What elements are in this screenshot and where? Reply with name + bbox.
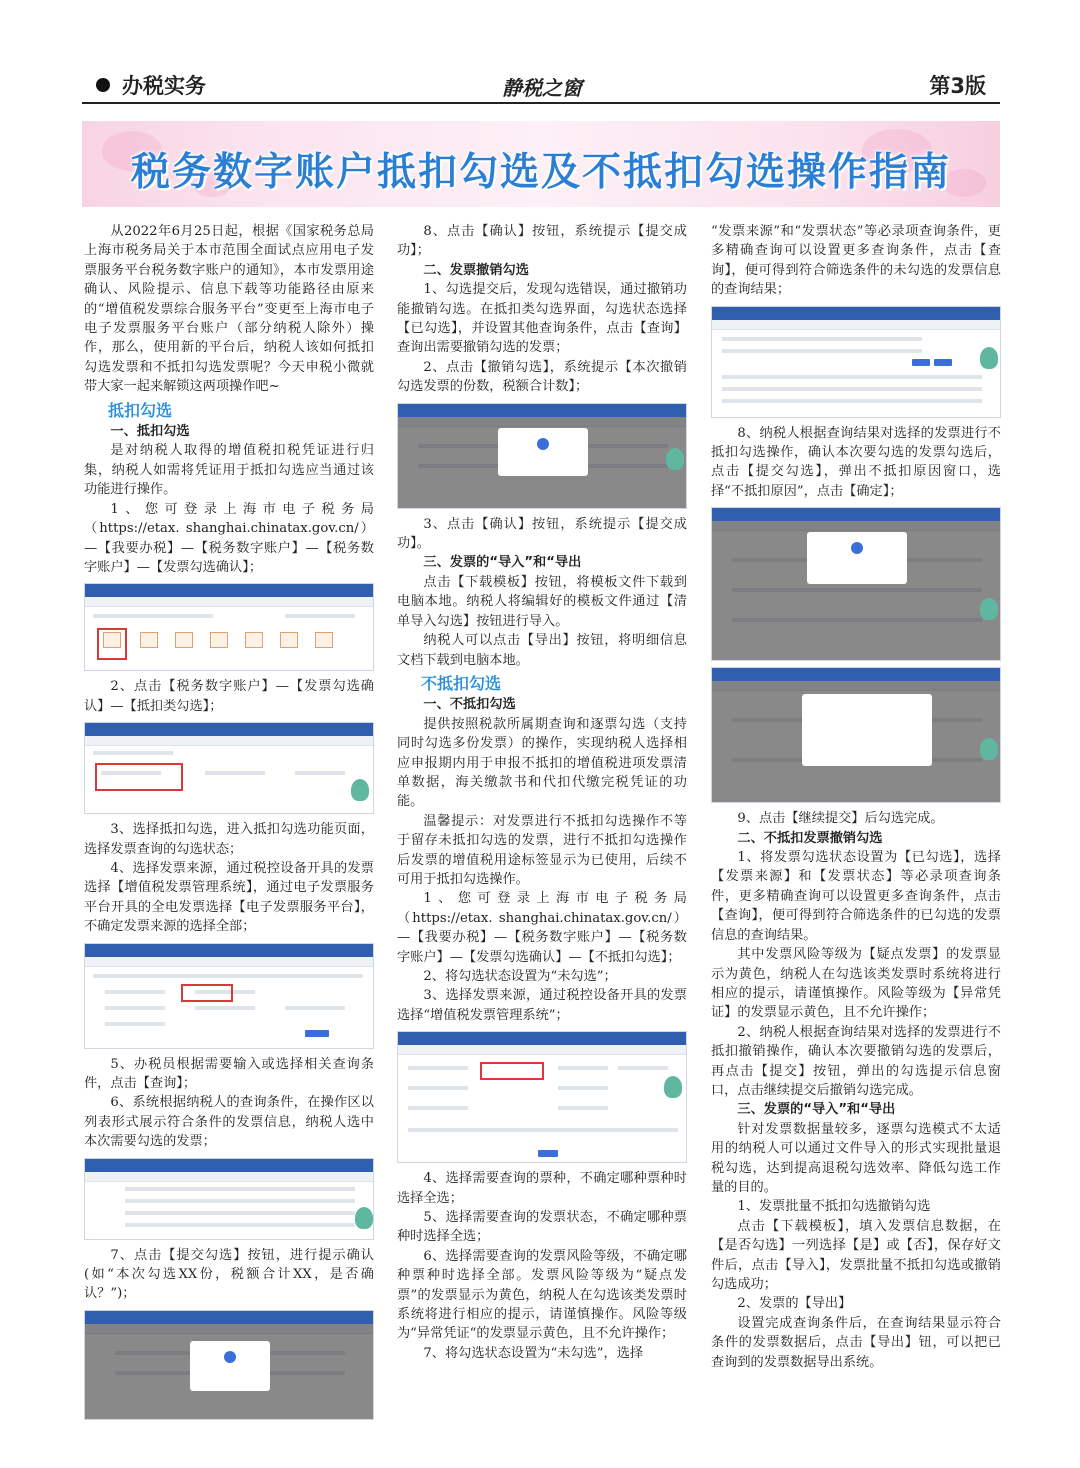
subhead-nodeduct-1: 一、不抵扣勾选 xyxy=(423,697,516,713)
paragraph: 设置完成查询条件后，在查询结果显示符合条件的发票数据后，点击【导出】钮，可以把已查询到的发票数据导出系统。 xyxy=(711,1315,1001,1370)
paragraph: 1、将发票勾选状态设置为【已勾选】，选择【发票来源】和【发票状态】等必录项查询条件，更多精确查询可以设置更多查询条件，点击【查询】，便可得到符合筛选条件的已勾选的发票信息的查询结果。 xyxy=(711,850,1001,943)
paragraph: 6、系统根据纳税人的查询条件，在操作区以列表形式展示符合条件的发票信息，纳税人选中本次需要勾选的发票； xyxy=(84,1095,374,1150)
paragraph: 4、选择发票来源，通过税控设备开具的发票选择【增值税发票管理系统】，通过电子发票服务平台开具的全电发票选择【电子发票服务平台】，不确定发票来源的选择全部； xyxy=(84,860,374,935)
subhead-import-export-2: 三、发票的“导入”和“导出 xyxy=(737,1102,896,1118)
paragraph: 3、选择发票来源，通过税控设备开具的发票选择“增值税发票管理系统”； xyxy=(397,988,687,1023)
screenshot-reason-prompt xyxy=(711,507,1001,661)
paragraph: 6、选择需要查询的发票风险等级，不确定哪种票种时选择全部。发票风险等级为“疑点发票”的发票显示为黄色，纳税人在勾选该类发票时系统将进行相应的提示，请谨慎操作。风险等级为“异常凭证“的发票显示黄色，且不允许操作； xyxy=(397,1248,687,1342)
subhead-cancel: 二、发票撤销勾选 xyxy=(423,262,529,278)
screenshot-result-list xyxy=(84,1158,374,1240)
paragraph: 8、点击【确认】按钮，系统提示【提交成功】； xyxy=(397,224,687,259)
screenshot-deduct-select xyxy=(84,722,374,814)
screenshot-query-form xyxy=(84,943,374,1049)
paragraph: 7、点击【提交勾选】按钮，进行提示确认(如“本次勾选XX份，税额合计XX，是否确认？”)； xyxy=(84,1247,374,1302)
bullet-icon xyxy=(96,78,110,92)
paragraph: 3、选择抵扣勾选，进入抵扣勾选功能页面，选择发票查询的勾选状态； xyxy=(84,822,374,857)
paragraph: 5、办税员根据需要输入或选择相关查询条件，点击【查询】； xyxy=(84,1056,374,1091)
paragraph: 2、纳税人根据查询结果对选择的发票进行不抵扣撤销操作，确认本次要撤销勾选的发票后，再点击【提交】按钮，弹出的勾选提示信息窗口，点击继续提交后撤销勾选完成。 xyxy=(711,1024,1001,1098)
page-header xyxy=(82,68,1000,102)
paragraph: 2、点击【撤销勾选】，系统提示【本次撤销勾选发票的份数，税额合计数】； xyxy=(397,359,687,395)
paragraph: 7、将勾选状态设置为“未勾选”，选择 xyxy=(423,1345,644,1361)
paragraph: “发票来源”和“发票状态”等必录项查询条件，更多精确查询可以设置更多查询条件，点击【查询】，便可得到符合筛选条件的未勾选的发票信息的查询结果； xyxy=(711,224,1001,298)
subhead-deduct-1: 一、抵扣勾选 xyxy=(110,424,190,440)
paragraph: 8、纳税人根据查询结果对选择的发票进行不抵扣勾选操作，确认本次要勾选的发票勾选后，点击【提交勾选】，弹出不抵扣原因窗口，选择“不抵扣原因”，点击【确定】； xyxy=(711,425,1001,499)
screenshot-account-home xyxy=(84,583,374,671)
page-number: 第3版 xyxy=(929,74,986,98)
paragraph: 温馨提示：对发票进行不抵扣勾选操作不等于留存未抵扣勾选的发票，进行不抵扣勾选操作后发票的增值税用途标签显示为已使用，后续不可用于抵扣勾选操作。 xyxy=(397,813,687,887)
subhead-import-export: 三、发票的“导入”和“导出 xyxy=(423,555,582,571)
paragraph: 点击【下载模板】，填入发票信息数据，在【是否勾选】一列选择【是】或【否】，保存好文件后，点击【导入】，发票批量不抵扣勾选或撤销勾选成功； xyxy=(711,1218,1001,1292)
intro-paragraph: 从2022年6月25日起，根据《国家税务总局上海市税务局关于本市范围全面试点应用电子发票服务平台税务数字账户的通知》，本市发票用途确认、风险提示、信息下载等功能路径由原来的“增值税发票综合服务平台”变更至上海市电子电子发票服务平台账户（部分纳税人除外）操作，那么，使用新的平台后，纳税人该如何抵扣勾选发票和不抵扣勾选发票呢？今天申税小微就带大家一起来解锁这两项操作吧~ xyxy=(84,224,374,395)
paragraph: 1、发票批量不抵扣勾选撤销勾选 xyxy=(737,1199,931,1215)
paragraph: 是对纳税人取得的增值税扣税凭证进行归集，纳税人如需将凭证用于抵扣勾选应当通过该功能进行操作。 xyxy=(84,443,374,498)
page-title: 税务数字账户抵扣勾选及不抵扣勾选操作指南 xyxy=(130,150,951,195)
paragraph: 1、您可登录上海市电子税务局（https://etax. shanghai.chinatax.gov.cn/）—【我要办税】—【税务数字账户】—【税务数字账户】—【发票勾选确认】； xyxy=(84,501,374,575)
title-banner xyxy=(82,121,1000,207)
paragraph: 其中发票风险等级为【疑点发票】的发票显示为黄色，纳税人在勾选该类发票时系统将进行相应的提示，请谨慎操作。风险等级为【异常凭证】的发票显示黄色，且不允许操作； xyxy=(711,947,1001,1021)
screenshot-confirm-dialog xyxy=(84,1310,374,1420)
column-3 xyxy=(711,222,1001,1372)
paragraph: 提供按照税款所属期查询和逐票勾选（支持同时勾选多份发票）的操作，实现纳税人选择相应申报期内用于申报不抵扣的增值税进项发票清单数据，海关缴款书和代扣代缴完税凭证的功能。 xyxy=(397,716,687,810)
subhead-nodeduct-cancel: 二、不抵扣发票撤销勾选 xyxy=(737,830,883,846)
screenshot-nodeduct-query xyxy=(711,306,1001,418)
screenshot-reason-dialog xyxy=(711,667,1001,803)
paragraph: 点击【下载模板】按钮，将模板文件下载到电脑本地。纳税人将编辑好的模板文件通过【清单导入勾选】按钮进行导入。 xyxy=(397,574,687,629)
paragraph: 4、选择需要查询的票种，不确定哪种票种时选择全选； xyxy=(397,1171,687,1206)
column-1 xyxy=(84,222,374,1426)
paragraph: 9、点击【继续提交】后勾选完成。 xyxy=(737,811,944,827)
section-label: 办税实务 xyxy=(122,74,206,98)
paragraph: 5、选择需要查询的发票状态，不确定哪种票种时选择全选； xyxy=(397,1210,687,1245)
paragraph: 2、发票的【导出】 xyxy=(737,1296,852,1312)
paragraph: 1、您可登录上海市电子税务局（https://etax. shanghai.chinatax.gov.cn/）—【我要办税】—【税务数字账户】—【税务数字账户】—【发票勾选确认】—【不抵扣勾选】； xyxy=(397,891,687,965)
column-2 xyxy=(397,222,687,1363)
masthead: 静税之窗 xyxy=(502,76,582,100)
screenshot-cancel-dialog xyxy=(397,403,687,509)
paragraph: 纳税人可以点击【导出】按钮，将明细信息文档下载到电脑本地。 xyxy=(397,633,687,668)
screenshot-nodeduct-source xyxy=(397,1031,687,1163)
paragraph: 2、将勾选状态设置为“未勾选”； xyxy=(423,969,617,984)
subhead-deduct: 抵扣勾选 xyxy=(108,400,173,420)
subhead-nodeduct: 不抵扣勾选 xyxy=(421,673,502,693)
paragraph: 2、点击【税务数字账户】—【发票勾选确认】—【抵扣类勾选】； xyxy=(84,679,374,714)
paragraph: 3、点击【确认】按钮，系统提示【提交成功】。 xyxy=(397,516,687,552)
paragraph: 1、勾选提交后，发现勾选错误，通过撤销功能撤销勾选。在抵扣类勾选界面，勾选状态选择【已勾选】，并设置其他查询条件，点击【查询】查询出需要撤销勾选的发票； xyxy=(397,282,687,356)
header-rule xyxy=(82,102,1000,104)
paragraph: 针对发票数据量较多，逐票勾选模式不太适用的纳税人可以通过文件导入的形式实现批量退税勾选，达到提高退税勾选效率、降低勾选工作量的目的。 xyxy=(711,1121,1001,1195)
